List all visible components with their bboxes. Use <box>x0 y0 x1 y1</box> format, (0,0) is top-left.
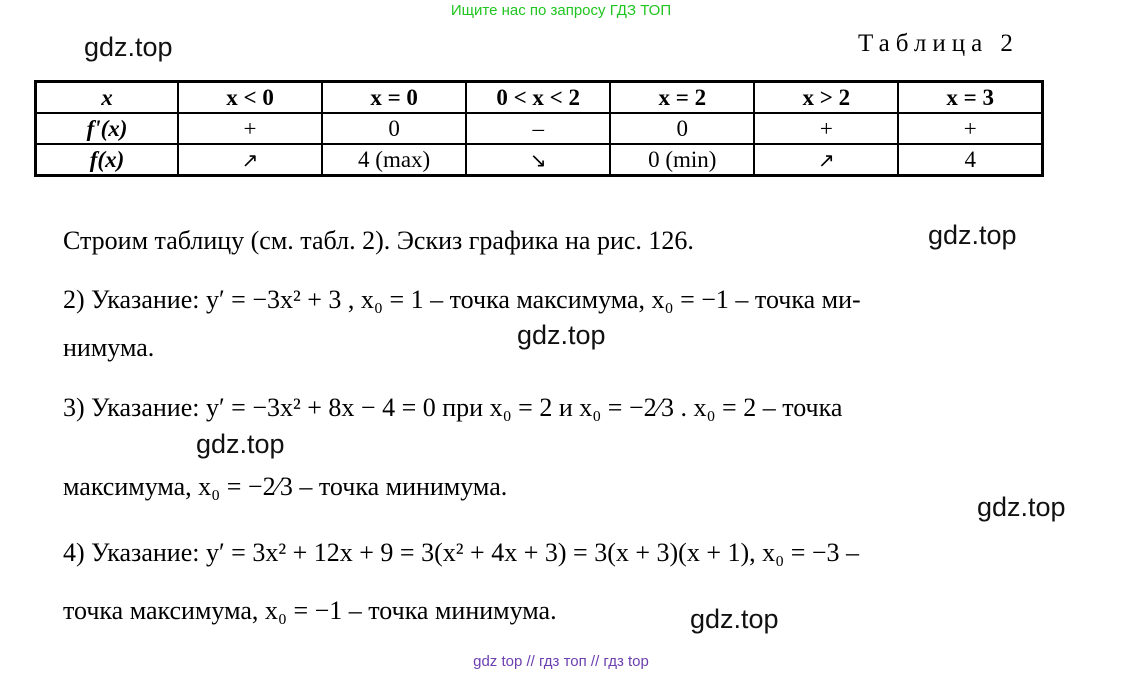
table-header-cell: x = 3 <box>898 82 1042 114</box>
table-header-cell: x = 0 <box>322 82 466 114</box>
table-row-derivative <box>36 113 1043 144</box>
table-cell <box>178 144 322 176</box>
watermark: gdz.top <box>690 604 779 634</box>
function-table <box>34 80 1044 177</box>
top-banner: Ищите нас по запросу ГДЗ ТОП <box>450 2 672 19</box>
table-header-cell: 0 < x < 2 <box>466 82 610 114</box>
table-cell: – <box>466 113 610 144</box>
table-cell: + <box>754 113 898 144</box>
table-cell: + <box>178 113 322 144</box>
table-header-cell: x > 2 <box>754 82 898 114</box>
table-cell <box>754 144 898 176</box>
table-header-cell: x < 0 <box>178 82 322 114</box>
watermark: gdz.top <box>196 429 285 459</box>
arrow-down-icon: ↘ <box>529 149 547 172</box>
table-cell: 0 <box>322 113 466 144</box>
text-line: Строим таблицу (см. табл. 2). Эскиз графика на рис. 126. <box>63 226 694 255</box>
text-line: максимума, x₀ = −2⁄3 – точка минимума. <box>63 472 508 501</box>
text-line: 3) Указание: y′ = −3x² + 8x − 4 = 0 при x₀ = 2 и x₀ = −2⁄3 . x₀ = 2 – точка <box>63 393 843 422</box>
table-header-cell: x <box>36 82 179 114</box>
text-line: точка максимума, x₀ = −1 – точка минимума. <box>63 596 557 625</box>
table-header-cell: x = 2 <box>610 82 754 114</box>
text-line: 4) Указание: y′ = 3x² + 12x + 9 = 3(x² + 4x + 3) = 3(x + 3)(x + 1), x₀ = −3 – <box>63 538 860 567</box>
arrow-up-icon: ↗ <box>817 149 835 172</box>
table-title: Таблица 2 <box>858 30 1019 57</box>
table-cell: 4 (max) <box>322 144 466 176</box>
watermark: gdz.top <box>517 320 606 350</box>
table-cell: 0 (min) <box>610 144 754 176</box>
watermark: gdz.top <box>977 492 1066 522</box>
table-row-function <box>36 144 1043 176</box>
table-cell: f(x) <box>36 144 179 176</box>
table-cell <box>466 144 610 176</box>
footer: gdz top // гдз топ // гдз top <box>473 653 649 670</box>
table-header-row <box>36 82 1043 114</box>
table-cell: f'(x) <box>36 113 179 144</box>
watermark: gdz.top <box>928 220 1017 250</box>
text-line: 2) Указание: y′ = −3x² + 3 , x₀ = 1 – точка максимума, x₀ = −1 – точка ми- <box>63 285 861 314</box>
watermark: gdz.top <box>84 32 173 62</box>
table-cell: 4 <box>898 144 1042 176</box>
arrow-up-icon: ↗ <box>241 149 259 172</box>
table-cell: 0 <box>610 113 754 144</box>
text-line: нимума. <box>63 333 155 362</box>
table-cell: + <box>898 113 1042 144</box>
